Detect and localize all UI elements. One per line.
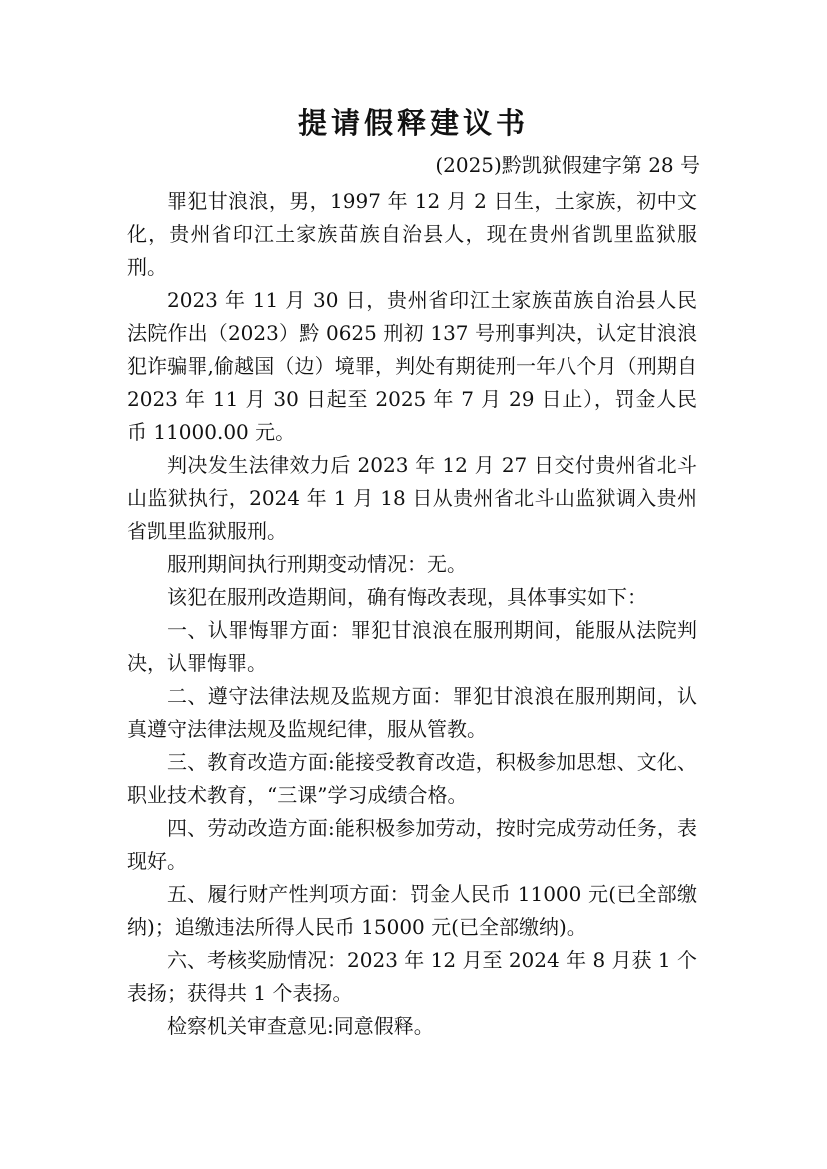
paragraph-rewards: 六、考核奖励情况：2023 年 12 月至 2024 年 8 月获 1 个表扬；获得共 1 个表扬。: [127, 948, 697, 1005]
document-body: [127, 185, 697, 1043]
paragraph-education: 三、教育改造方面:能接受教育改造，积极参加思想、文化、职业技术教育，“三课”学习成绩合格。: [127, 750, 697, 807]
document-number: (2025)黔凯狱假建字第 28 号: [435, 153, 700, 177]
paragraph-property-judgment: 五、履行财产性判项方面：罚金人民币 11000 元(已全部缴纳)；追缴违法所得人民币 15000 元(已全部缴纳)。: [127, 882, 697, 939]
paragraph-sentence-change: 服刑期间执行刑期变动情况：无。: [167, 552, 467, 576]
paragraph-labor: 四、劳动改造方面:能积极参加劳动，按时完成劳动任务，表现好。: [127, 816, 697, 873]
paragraph-judgment: 2023 年 11 月 30 日，贵州省印江土家族苗族自治县人民法院作出（2023）黔 0625 刑初 137 号刑事判决，认定甘浪浪犯诈骗罪,偷越国（边）境罪，判处有期徒刑一年八个月（刑期自 2023 年 11 月 30 日起至 2025 年 7 月 29 日止），罚金人民币 11000.00 元。: [127, 288, 697, 444]
paragraph-personal-info: 罪犯甘浪浪，男，1997 年 12 月 2 日生，土家族，初中文化，贵州省印江土家族苗族自治县人，现在贵州省凯里监狱服刑。: [127, 189, 697, 279]
paragraph-execution: 判决发生法律效力后 2023 年 12 月 27 日交付贵州省北斗山监狱执行，2024 年 1 月 18 日从贵州省北斗山监狱调入贵州省凯里监狱服刑。: [127, 453, 697, 543]
document-title: 提请假释建议书: [297, 106, 529, 140]
paragraph-compliance: 二、遵守法律法规及监规方面：罪犯甘浪浪在服刑期间，认真遵守法律法规及监规纪律，服从管教。: [127, 684, 697, 741]
paragraph-facts-intro: 该犯在服刑改造期间，确有悔改表现，具体事实如下：: [167, 585, 647, 609]
paragraph-procuratorate-opinion: 检察机关审查意见:同意假释。: [167, 1014, 434, 1038]
paragraph-repentance: 一、认罪悔罪方面：罪犯甘浪浪在服刑期间，能服从法院判决，认罪悔罪。: [127, 618, 697, 675]
